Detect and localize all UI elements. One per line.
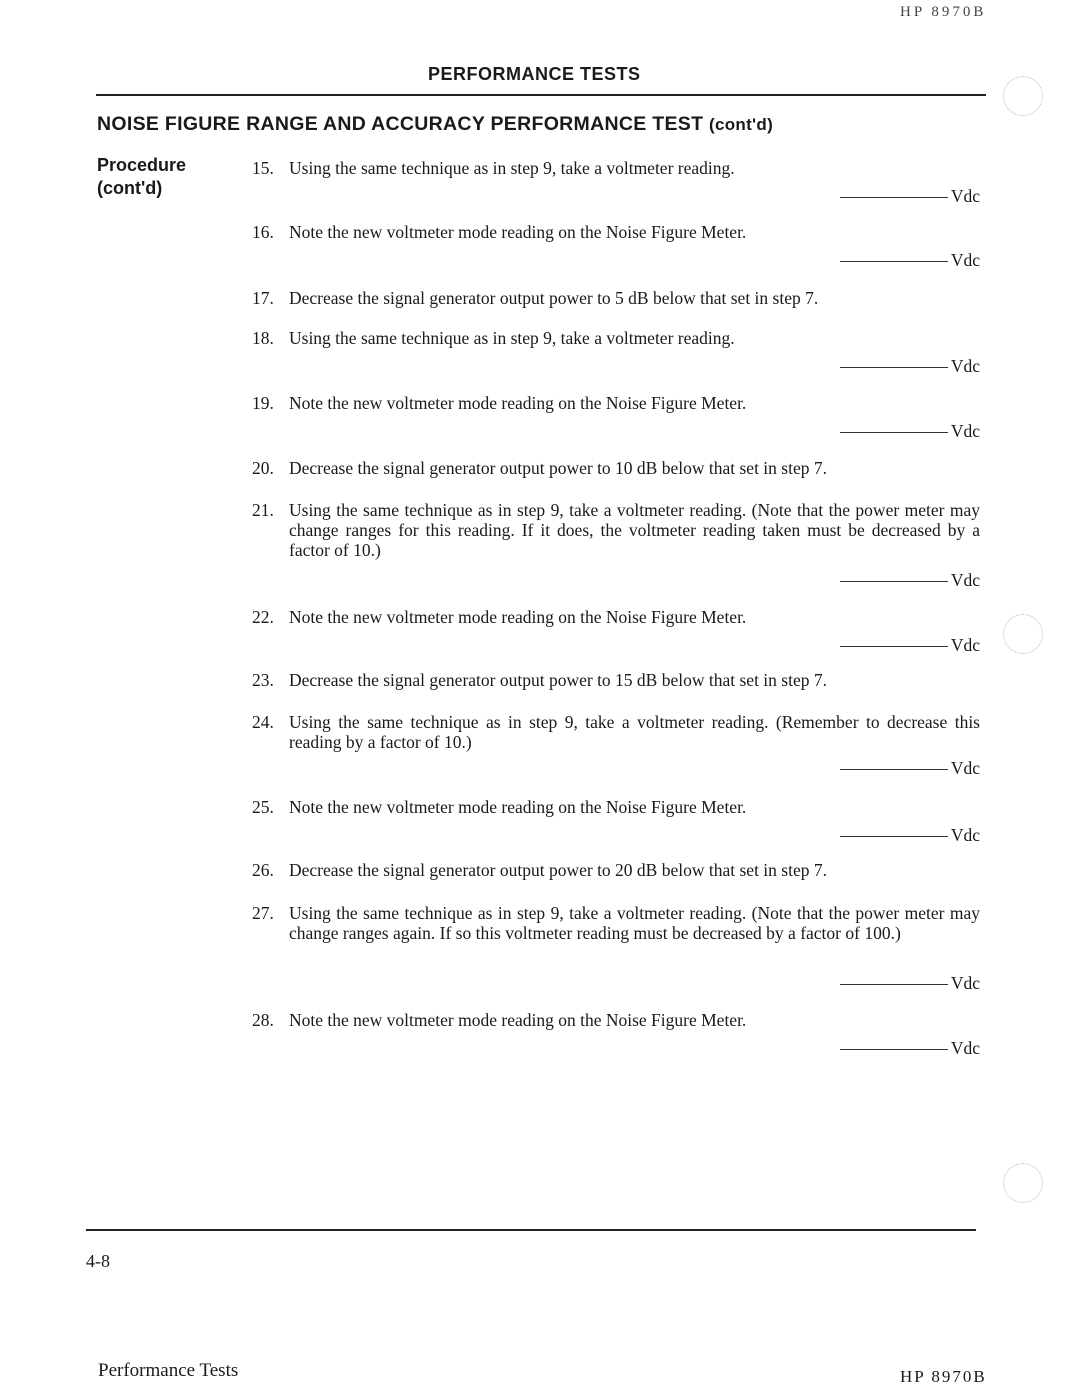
document-code-top: HP 8970B [900,4,987,20]
answer-blank[interactable] [840,356,980,376]
step-number: 22. [252,607,274,627]
header-rule [96,94,986,96]
answer-line[interactable] [840,836,948,837]
footer-left-text: Performance Tests [98,1360,239,1381]
step-text: Using the same technique as in step 9, take a voltmeter reading. [289,158,735,178]
answer-blank[interactable] [840,421,980,441]
answer-line[interactable] [840,984,948,985]
answer-line[interactable] [840,1049,948,1050]
step-number: 21. [252,500,274,520]
step-text: Decrease the signal generator output power to 20 dB below that set in step 7. [289,860,827,880]
page-number: 4-8 [86,1251,110,1271]
step-number: 27. [252,903,274,923]
procedure-label-line-1: Procedure [97,155,187,175]
procedure-step [252,797,980,845]
procedure-step [252,158,980,206]
answer-blank[interactable] [840,825,980,845]
step-number: 16. [252,222,274,242]
unit-label: Vdc [950,758,980,778]
procedure-step [252,860,980,880]
step-number: 18. [252,328,274,348]
unit-label: Vdc [950,250,980,270]
binder-hole [1003,614,1043,654]
step-number: 25. [252,797,274,817]
unit-label: Vdc [950,973,980,993]
procedure-step [252,670,980,690]
step-text: Using the same technique as in step 9, take a voltmeter reading. (Note that the power meter may change ranges for this reading. If it does, the voltmeter reading taken must be decreased by a factor of 10.) [289,500,980,560]
step-number: 28. [252,1010,274,1030]
answer-blank[interactable] [840,570,980,590]
procedure-step [252,712,980,778]
step-number: 24. [252,712,274,732]
procedure-step [252,903,980,993]
answer-blank[interactable] [840,973,980,993]
procedure-label [97,154,186,200]
procedure-step [252,393,980,441]
unit-label: Vdc [950,1038,980,1058]
step-text: Using the same technique as in step 9, take a voltmeter reading. [289,328,735,348]
procedure-step [252,607,980,655]
step-text: Note the new voltmeter mode reading on the Noise Figure Meter. [289,797,747,817]
answer-line[interactable] [840,367,948,368]
unit-label: Vdc [950,356,980,376]
step-text: Decrease the signal generator output power to 5 dB below that set in step 7. [289,288,819,308]
section-title [97,113,773,136]
unit-label: Vdc [950,635,980,655]
answer-blank[interactable] [840,186,980,206]
binder-hole [1003,1163,1043,1203]
procedure-label-line-2: (cont'd) [97,178,163,198]
unit-label: Vdc [950,825,980,845]
section-title-text: NOISE FIGURE RANGE AND ACCURACY PERFORMANCE TEST [97,113,704,135]
unit-label: Vdc [950,570,980,590]
step-number: 20. [252,458,274,478]
step-number: 15. [252,158,274,178]
procedure-step [252,328,980,376]
section-title-suffix: (cont'd) [709,115,774,134]
unit-label: Vdc [950,186,980,206]
procedure-step [252,500,980,590]
step-number: 23. [252,670,274,690]
procedure-step [252,458,980,478]
step-text: Note the new voltmeter mode reading on the Noise Figure Meter. [289,393,747,413]
step-text: Note the new voltmeter mode reading on the Noise Figure Meter. [289,607,747,627]
step-text: Note the new voltmeter mode reading on the Noise Figure Meter. [289,222,747,242]
unit-label: Vdc [950,421,980,441]
answer-line[interactable] [840,646,948,647]
procedure-step [252,222,980,270]
answer-line[interactable] [840,432,948,433]
answer-line[interactable] [840,197,948,198]
answer-line[interactable] [840,261,948,262]
step-text: Using the same technique as in step 9, take a voltmeter reading. (Remember to decrease this reading by a factor of 10.) [289,712,980,752]
answer-line[interactable] [840,581,948,582]
answer-blank[interactable] [840,635,980,655]
answer-blank[interactable] [840,1038,980,1058]
step-number: 19. [252,393,274,413]
step-text: Decrease the signal generator output power to 10 dB below that set in step 7. [289,458,827,478]
step-number: 26. [252,860,274,880]
answer-blank[interactable] [840,250,980,270]
step-text: Decrease the signal generator output power to 15 dB below that set in step 7. [289,670,827,690]
answer-line[interactable] [840,769,948,770]
footer-right-text: HP 8970B [900,1367,987,1386]
step-text: Using the same technique as in step 9, take a voltmeter reading. (Note that the power meter may change ranges again. If so this voltmeter reading must be decreased by a factor of 100.) [289,903,980,943]
binder-hole [1003,76,1043,116]
answer-blank[interactable] [840,758,980,778]
step-number: 17. [252,288,274,308]
procedure-step [252,1010,980,1058]
procedure-step [252,288,980,308]
step-text: Note the new voltmeter mode reading on the Noise Figure Meter. [289,1010,747,1030]
page-header: PERFORMANCE TESTS [428,64,641,84]
footer-rule [86,1229,976,1231]
